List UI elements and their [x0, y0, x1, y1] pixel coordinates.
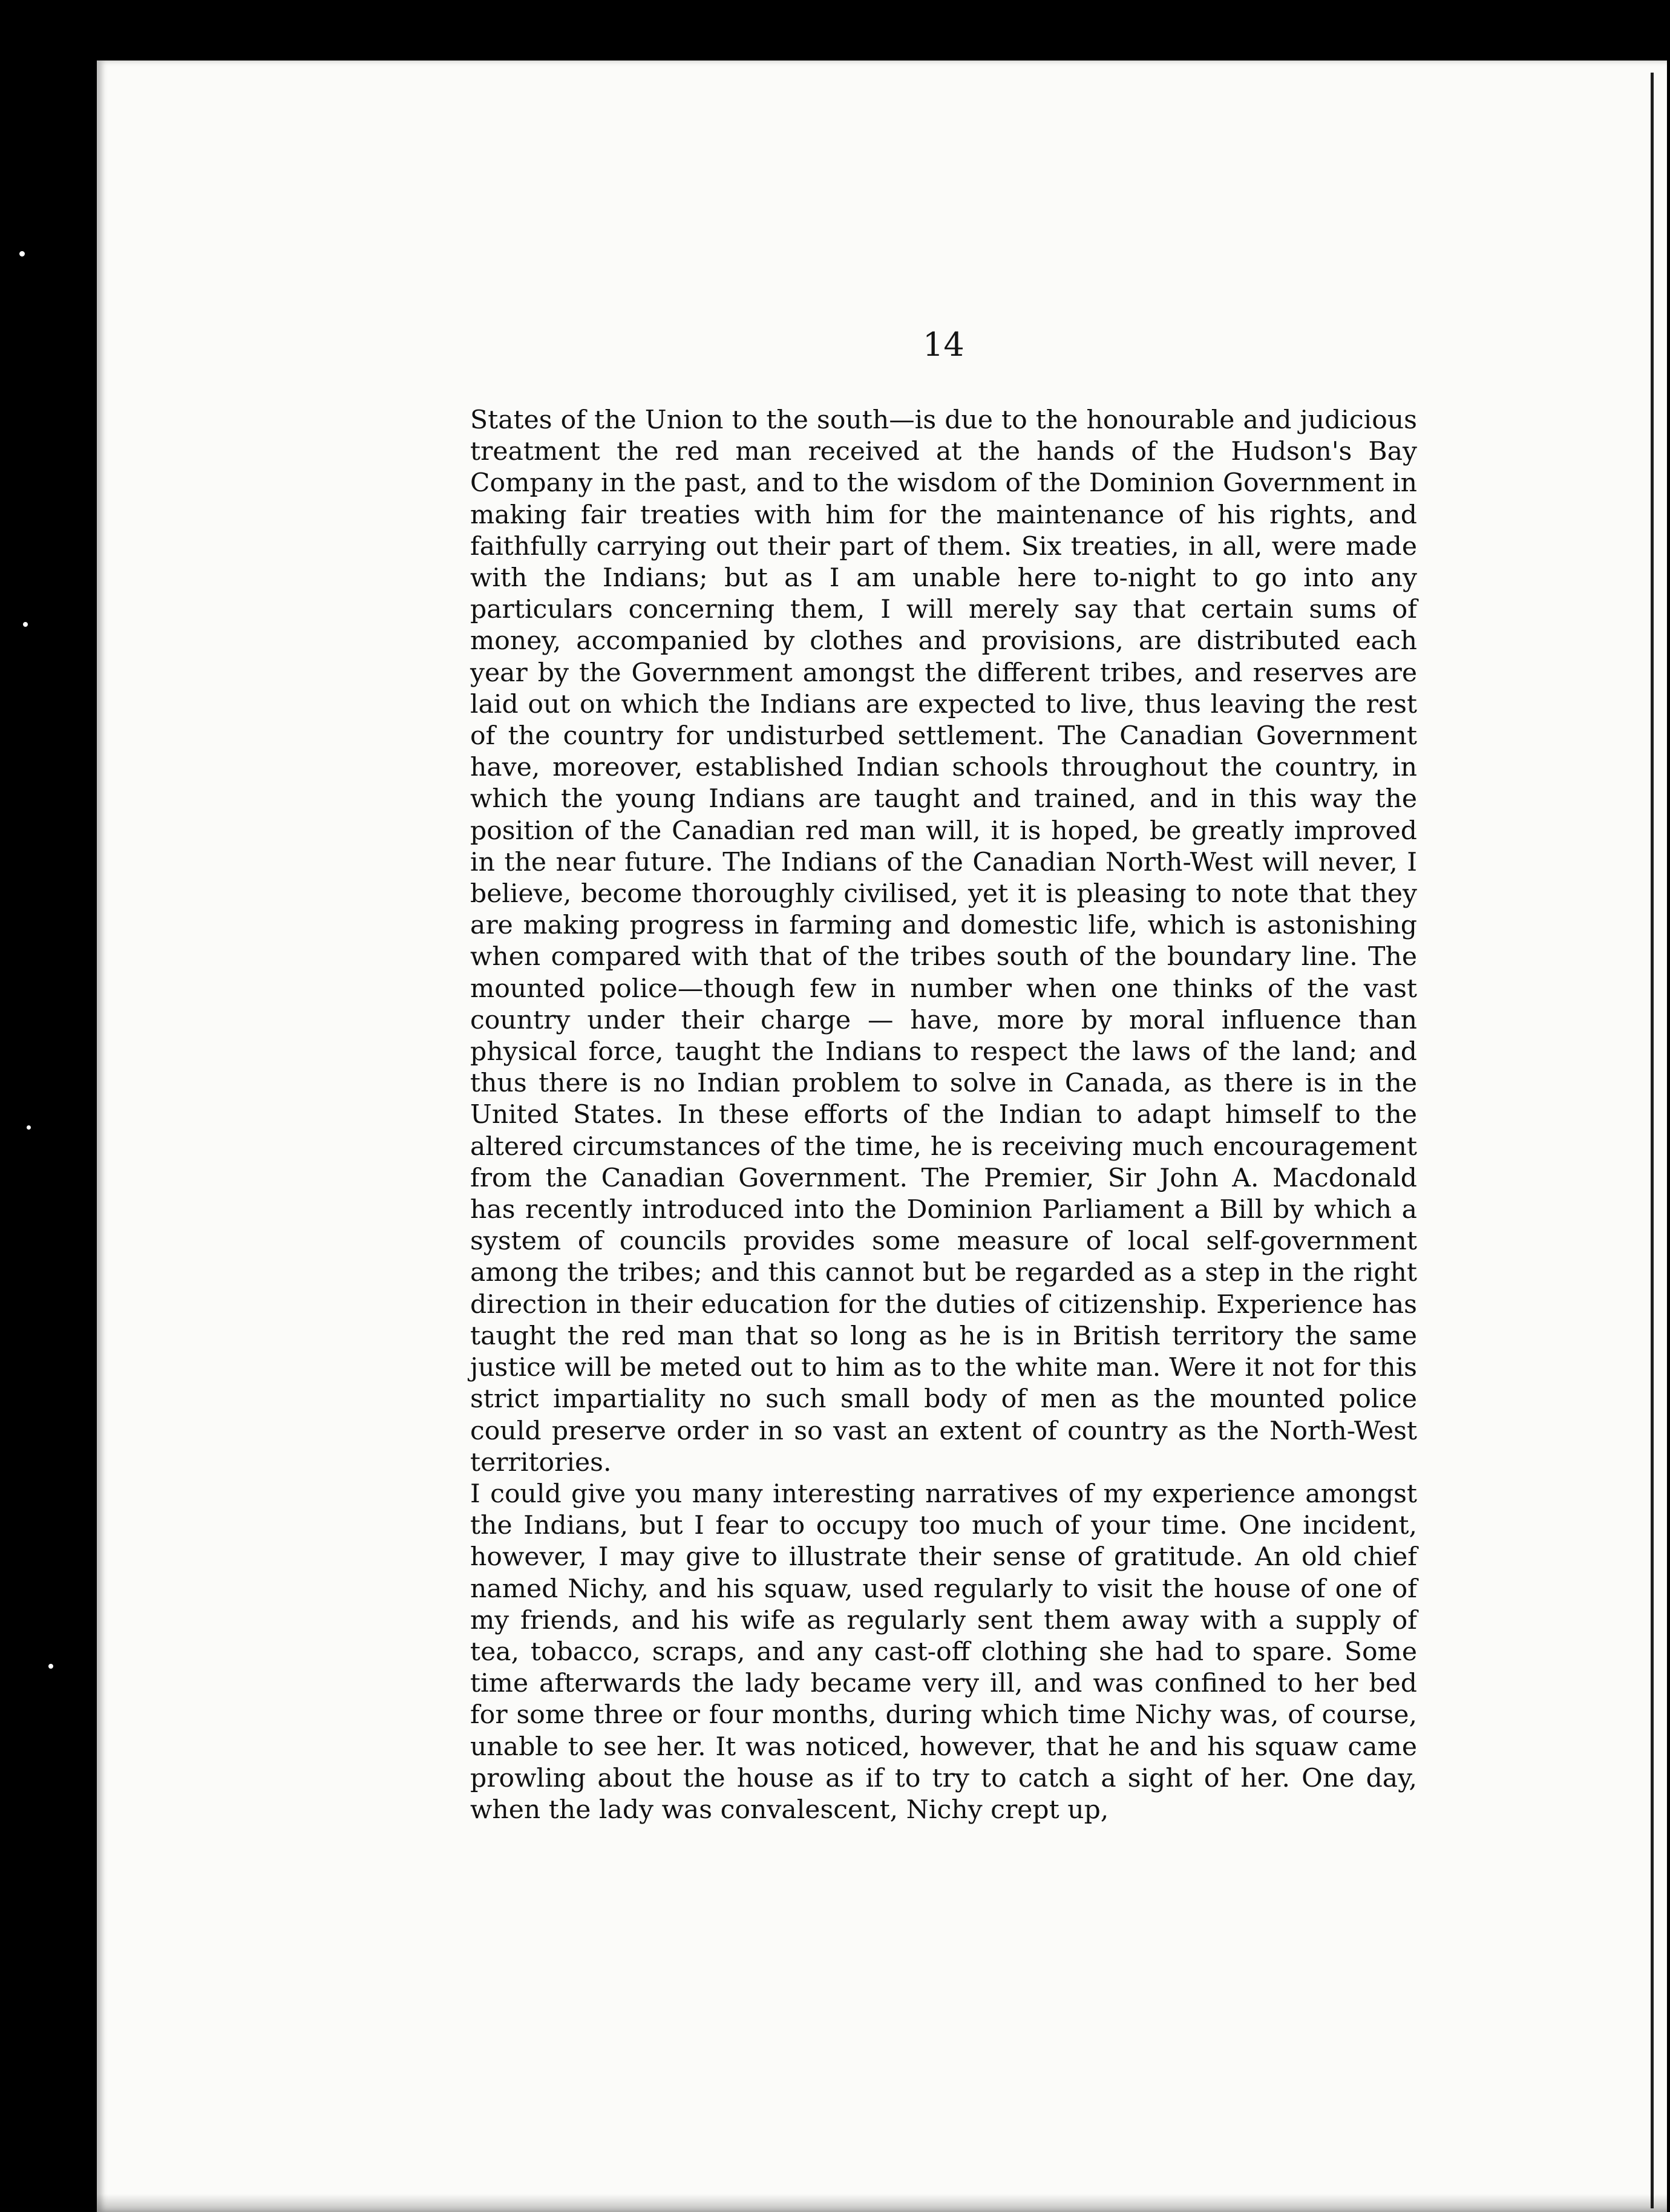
paragraph-1: States of the Union to the south—is due to the honourable and judicious treatment the red man received at the hands of the Hudson's Bay Company in the past, and to the wisdom of the Dominion Government in making fair treaties with him for the maintenance of his rights, and faithfully carrying out their part of them. Six treaties, in all, were made with the Indians; but as I am unable here to-night to go into any particulars concerning them, I will merely say that certain sums of money, accompanied by clothes and provisions, are distributed each year by the Government amongst the different tribes, and reserves are laid out on which the Indians are expected to live, thus leaving the rest of the country for undisturbed settlement. The Canadian Government have, moreover, established Indian schools throughout the country, in which the young Indians are taught and trained, and in this way the position of the Canadian red man will, it is hoped, be greatly improved in the near future. The Indians of the Canadian North-West will never, I believe, become thoroughly civilised, yet it is pleasing to note that they are making progress in farming and domestic life, which is astonishing when compared with that of the tribes south of the boundary line. The mounted police—though few in number when one thinks of the vast country under their charge — have, more by moral influence than physical force, taught the Indians to respect the laws of the land; and thus there is no Indian problem to solve in Canada, as there is in the United States. In these efforts of the Indian to adapt himself to the altered circumstances of the time, he is receiving much encouragement from the Canadian Government. The Premier, Sir John A. Macdonald has recently introduced into the Dominion Parliament a Bill by which a system of councils provides some measure of local self-government among the tribes; and this cannot but be regarded as a step in the right direction in their education for the duties of citizenship. Experience has taught the red man that so long as he is in British territory the same justice will be meted out to him as to the white man. Were it not for this strict impartiality no such small body of men as the mounted police could preserve order in so vast an extent of country as the North-West territories.: [470, 405, 1417, 1477]
document-page: [97, 61, 1667, 2212]
page-number: 14: [923, 326, 964, 364]
body-text: [470, 405, 1417, 1826]
scan-speck: [19, 251, 25, 257]
page-bottom-shadow: [97, 2194, 1667, 2212]
scan-speck: [48, 1664, 53, 1669]
paragraph-2: I could give you many interesting narratives of my experience amongst the Indians, but I fear to occupy too much of your time. One incident, however, I may give to illustrate their sense of gratitude. An old chief named Nichy, and his squaw, used regularly to visit the house of one of my friends, and his wife as regularly sent them away with a supply of tea, tobacco, scraps, and any cast-off clothing she had to spare. Some time afterwards the lady became very ill, and was confined to her bed for some three or four months, during which time Nichy was, of course, unable to see her. It was noticed, however, that he and his squaw came prowling about the house as if to try to catch a sight of her. One day, when the lady was convalescent, Nichy crept up,: [470, 1479, 1417, 1825]
page-edge: [1651, 73, 1654, 2208]
scan-speck: [27, 1125, 31, 1130]
scan-speck: [23, 622, 28, 627]
